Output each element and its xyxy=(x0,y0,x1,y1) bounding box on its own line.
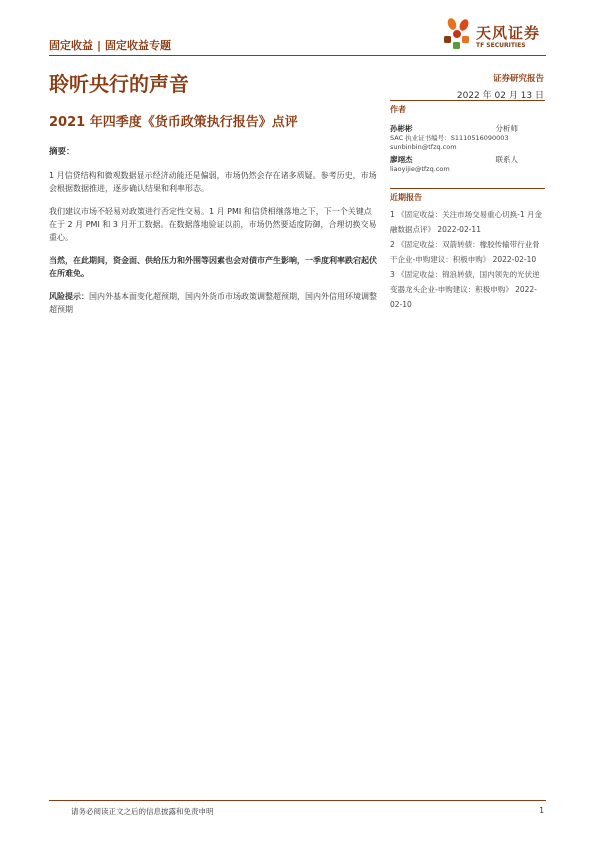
authors-heading: 作者 xyxy=(390,100,545,117)
recent-reports-heading: 近期报告 xyxy=(390,188,545,205)
summary-section xyxy=(49,146,379,326)
author-role: 分析师 xyxy=(495,124,518,133)
sidebar xyxy=(390,100,545,312)
risk-text: 国内外基本面变化超预期，国内外货币市场政策调整超预期，国内外信用环境调整超预期 xyxy=(49,292,377,314)
logo-text-en: TF SECURITIES xyxy=(476,42,526,49)
document-type: 证券研究报告 xyxy=(492,74,544,84)
author-cert xyxy=(390,134,545,143)
author-email[interactable]: sunbinbin@tfzq.com xyxy=(390,143,457,151)
company-logo xyxy=(440,18,548,52)
summary-heading: 摘要： xyxy=(49,147,75,157)
recent-report-item[interactable]: 3 《固定收益：锦浪转债，国内领先的光伏逆变器龙头企业-申购建议：积极申购》 2022-02-10 xyxy=(390,270,540,309)
author-name: 孙彬彬 xyxy=(390,124,413,133)
author-card xyxy=(390,154,545,174)
recent-report-item[interactable]: 1 《固定收益：关注市场交易重心切换-1 月金融数据点评》 2022-02-11 xyxy=(390,210,543,234)
summary-paragraph-3: 当然，在此期间，资金面、供给压力和外围等因素也会对债市产生影响，一季度利率跌宕起伏在所难免。 xyxy=(49,256,377,278)
author-cert-number: S1110516090003 xyxy=(450,134,509,142)
header-rule xyxy=(49,55,546,56)
footer-rule xyxy=(49,800,546,801)
author-card xyxy=(390,123,545,152)
report-subtitle: 2021 年四季度《货币政策执行报告》点评 xyxy=(49,115,298,130)
category-separator: | xyxy=(97,39,102,52)
summary-paragraph-1: 1 月信贷结构和微观数据显示经济动能还是偏弱，市场仍然会存在诸多质疑。参考历史，市场会根据数据推进，逐步确认结果和利率形态。 xyxy=(49,171,377,193)
footer-disclaimer: 请务必阅读正文之后的信息披露和免责申明 xyxy=(71,807,214,816)
author-email[interactable]: liaoyijie@tfzq.com xyxy=(390,165,450,173)
recent-report-item[interactable]: 2 《固定收益：双箭转债：橡胶传输带行业骨干企业-申购建议：积极申购》 2022-02-10 xyxy=(390,240,540,264)
page-number: 1 xyxy=(539,806,544,815)
risk-label: 风险提示： xyxy=(49,292,89,301)
logo-text-cn: 天风证券 xyxy=(476,24,541,42)
author-role: 联系人 xyxy=(495,155,518,164)
header-category xyxy=(49,37,171,53)
summary-paragraph-2: 我们建议市场不轻易对政策进行否定性交易。1 月 PMI 和信贷相继落地之下，下一个关键点在于 2 月 PMI 和 3 月开工数据。在数据落地验证以前，市场仍然要适度防御，合理切换交易重心。 xyxy=(49,207,377,242)
category-label: 固定收益 xyxy=(49,39,93,52)
author-cert-label: SAC 执业证书编号： xyxy=(390,134,451,142)
report-date: 2022 年 02 月 13 日 xyxy=(456,91,544,101)
risk-paragraph xyxy=(49,290,379,316)
author-name: 廖翊杰 xyxy=(390,155,413,164)
report-title: 聆听央行的声音 xyxy=(49,72,189,96)
subcategory-label: 固定收益专题 xyxy=(105,39,172,52)
tf-securities-flower-logo-icon xyxy=(440,18,474,52)
